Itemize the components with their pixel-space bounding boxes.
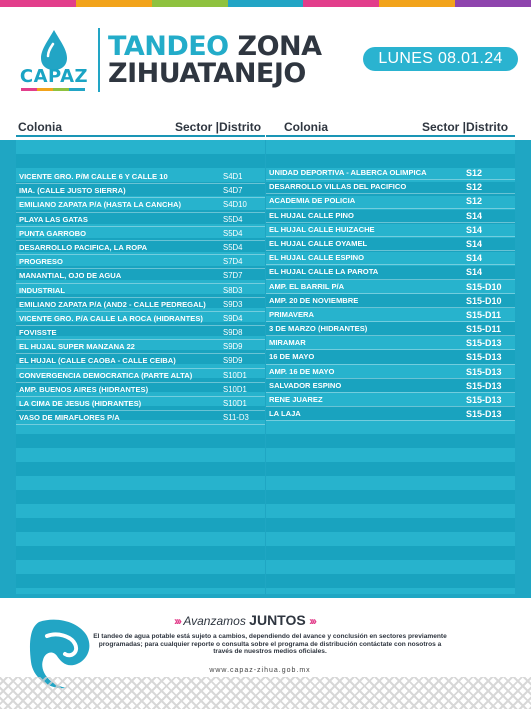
slogan-juntos: JUNTOS xyxy=(249,612,306,628)
title-word-zona: ZONA xyxy=(237,31,322,62)
header-divider xyxy=(98,28,100,92)
colonia-name: ACADEMIA DE POLICIA xyxy=(269,196,356,206)
colonia-name: CONVERGENCIA DEMOCRATICA (PARTE ALTA) xyxy=(19,370,193,380)
colonia-name: EL HUJAL CALLE OYAMEL xyxy=(269,238,368,248)
colonia-name: EL HUJAL CALLE LA PAROTA xyxy=(269,267,379,277)
sector-district-code: S14 xyxy=(466,267,483,278)
colonia-name: EL HUJAL CALLE HUIZACHE xyxy=(269,224,375,234)
sector-district-code: S4D1 xyxy=(223,172,243,181)
table-row xyxy=(16,369,265,383)
sector-district-code: S7D7 xyxy=(223,271,243,281)
colonia-name: EMILIANO ZAPATA P/A (AND2 - CALLE PEDREGAL) xyxy=(19,299,206,309)
colonia-name: AMP. BUENOS AIRES (HIDRANTES) xyxy=(19,384,149,394)
sector-district-code: S14 xyxy=(466,210,483,221)
colonia-name: DESARROLLO VILLAS DEL PACIFICO xyxy=(269,182,407,192)
table-row xyxy=(16,170,265,184)
stripe-segment xyxy=(379,0,455,7)
table-row xyxy=(266,308,515,322)
sector-district-code: S15-D13 xyxy=(466,380,502,391)
top-color-stripe xyxy=(0,0,531,7)
sector-district-code: S5D4 xyxy=(223,242,243,252)
table-row xyxy=(266,280,515,294)
sector-district-code: S5D4 xyxy=(223,214,243,224)
colonia-name: AMP. EL BARRIL P/A xyxy=(269,281,345,291)
sector-district-code: S9D3 xyxy=(223,299,243,309)
right-header-underline xyxy=(266,135,515,137)
sector-district-code: S15-D10 xyxy=(466,281,502,292)
table-row xyxy=(266,336,515,350)
table-row xyxy=(16,397,265,411)
colonia-name: IMA. (CALLE JUSTO SIERRA) xyxy=(19,186,126,196)
footer-website-link[interactable]: www.capaz-zihua.gob.mx xyxy=(209,667,311,674)
left-sector-header: Sector |Distrito xyxy=(175,120,262,134)
sector-district-code: S9D4 xyxy=(223,313,243,323)
table-row xyxy=(16,312,265,326)
colonia-name: FOVISSTE xyxy=(19,328,57,338)
table-row xyxy=(16,298,265,312)
title-word-tandeo: TANDEO xyxy=(108,31,229,62)
table-row xyxy=(266,294,515,308)
slogan-avanzamos: Avanzamos xyxy=(183,614,246,628)
sector-district-code: S4D10 xyxy=(223,200,247,210)
colonia-name: MANANTIAL, OJO DE AGUA xyxy=(19,271,122,281)
stripe-segment xyxy=(0,0,76,7)
table-row xyxy=(266,407,515,421)
sector-district-code: S15-D11 xyxy=(466,309,502,320)
table-row xyxy=(266,166,515,180)
colonia-name: 16 DE MAYO xyxy=(269,352,315,362)
colonia-name: PLAYA LAS GATAS xyxy=(19,214,88,224)
sector-district-code: S15-D13 xyxy=(466,395,502,405)
brand-logo-text: CAPAZ xyxy=(19,66,89,87)
table-row xyxy=(266,365,515,379)
colonia-name: EL HUJAL CALLE ESPINO xyxy=(269,253,365,263)
table-row xyxy=(16,255,265,269)
sector-district-code: S10D1 xyxy=(223,399,247,408)
colonia-name: AMP. 20 DE NOVIEMBRE xyxy=(269,295,359,305)
colonia-name: PRIMAVERA xyxy=(269,309,315,319)
stripe-segment xyxy=(152,0,228,7)
table-row xyxy=(16,269,265,283)
page-title-line2: ZIHUATANEJO xyxy=(108,58,306,89)
colonia-name: DESARROLLO PACIFICA, LA ROPA xyxy=(19,242,148,252)
table-row xyxy=(266,393,515,407)
table-row xyxy=(16,227,265,241)
colonia-name: PUNTA GARROBO xyxy=(19,228,87,238)
colonia-name: LA LAJA xyxy=(269,409,301,419)
table-row xyxy=(266,251,515,265)
right-colonia-header: Colonia xyxy=(284,120,328,134)
sector-district-code: S15-D13 xyxy=(466,352,502,363)
table-row xyxy=(16,326,265,340)
colonia-name: VASO DE MIRAFLORES P/A xyxy=(19,413,120,423)
table-row xyxy=(266,322,515,336)
sector-district-code: S11-D3 xyxy=(223,413,249,423)
sector-district-code: S8D3 xyxy=(223,285,243,295)
page-title-line1 xyxy=(108,33,322,60)
sector-district-code: S9D9 xyxy=(223,356,243,366)
table-row xyxy=(16,411,265,425)
table-row xyxy=(16,354,265,368)
sector-district-code: S14 xyxy=(466,253,483,264)
table-row xyxy=(16,184,265,198)
colonia-name: UNIDAD DEPORTIVA - ALBERCA OLIMPICA xyxy=(269,168,427,177)
brand-logo-underline xyxy=(21,88,85,91)
colonia-name: EMILIANO ZAPATA P/A (HASTA LA CANCHA) xyxy=(19,200,181,210)
sector-district-code: S9D8 xyxy=(223,328,243,338)
sector-district-code: S15-D11 xyxy=(466,324,502,335)
sector-district-code: S15-D10 xyxy=(466,295,502,306)
table-row xyxy=(16,340,265,354)
sector-district-code: S15-D13 xyxy=(466,338,502,349)
table-row xyxy=(266,237,515,251)
left-schedule-table xyxy=(16,140,265,594)
date-badge: LUNES 08.01.24 xyxy=(363,47,518,71)
sector-district-code: S7D4 xyxy=(223,257,243,267)
sector-district-code: S5D4 xyxy=(223,228,243,238)
left-header-underline xyxy=(16,135,265,137)
footer-pattern xyxy=(0,677,531,709)
colonia-name: AMP. 16 DE MAYO xyxy=(269,366,335,376)
sector-district-code: S12 xyxy=(466,168,483,178)
sector-district-code: S14 xyxy=(466,238,483,249)
table-row xyxy=(266,379,515,393)
colonia-name: EL HUJAL (CALLE CAOBA - CALLE CEIBA) xyxy=(19,356,176,366)
right-sector-header: Sector |Distrito xyxy=(422,120,509,134)
table-row xyxy=(266,180,515,194)
left-colonia-header: Colonia xyxy=(18,120,62,134)
table-row xyxy=(16,198,265,212)
table-row xyxy=(266,223,515,237)
colonia-name: LA CIMA DE JESUS (HIDRANTES) xyxy=(19,399,142,408)
slogan-arrows-left: ››› xyxy=(174,614,180,628)
table-row xyxy=(266,209,515,223)
sector-district-code: S15-D13 xyxy=(466,366,502,377)
colonia-name: VICENTE GRO. P/A CALLE LA ROCA (HIDRANTES) xyxy=(19,313,203,323)
stripe-segment xyxy=(455,0,531,7)
footer-slogan xyxy=(174,612,315,628)
colonia-name: SALVADOR ESPINO xyxy=(269,380,342,390)
colonia-name: RENE JUAREZ xyxy=(269,395,323,404)
table-row xyxy=(266,350,515,364)
table-row xyxy=(266,194,515,208)
table-row xyxy=(16,213,265,227)
colonia-name: EL HUJAL SUPER MANZANA 22 xyxy=(19,342,135,352)
right-schedule-table xyxy=(266,140,515,594)
sector-district-code: S10D1 xyxy=(223,370,247,380)
table-row xyxy=(16,284,265,298)
stripe-segment xyxy=(76,0,152,7)
stripe-segment xyxy=(228,0,304,7)
colonia-name: EL HUJAL CALLE PINO xyxy=(269,210,354,220)
table-row xyxy=(266,265,515,279)
sector-district-code: S4D7 xyxy=(223,186,243,196)
footer-disclaimer: El tandeo de agua potable está sujeto a cambios, dependiendo del avance y conclusión en sectores previamente programadas; para cualquier reporte o consulta sobre el programa de distribución contáctate con nosotros a través de nuestros medios oficiales. xyxy=(93,633,447,656)
sector-district-code: S15-D13 xyxy=(466,409,502,420)
sector-district-code: S9D9 xyxy=(223,342,243,352)
sector-district-code: S10D1 xyxy=(223,384,247,394)
sector-district-code: S14 xyxy=(466,224,483,235)
table-row xyxy=(16,383,265,397)
colonia-name: INDUSTRIAL xyxy=(19,285,65,295)
sector-district-code: S12 xyxy=(466,196,483,207)
colonia-name: PROGRESO xyxy=(19,257,63,267)
colonia-name: 3 DE MARZO (HIDRANTES) xyxy=(269,324,368,334)
table-row xyxy=(16,241,265,255)
sector-district-code: S12 xyxy=(466,182,483,193)
slogan-arrows-right: ››› xyxy=(309,614,316,628)
colonia-name: VICENTE GRO. P/M CALLE 6 Y CALLE 10 xyxy=(19,172,168,181)
colonia-name: MIRAMAR xyxy=(269,338,306,348)
stripe-segment xyxy=(303,0,379,7)
